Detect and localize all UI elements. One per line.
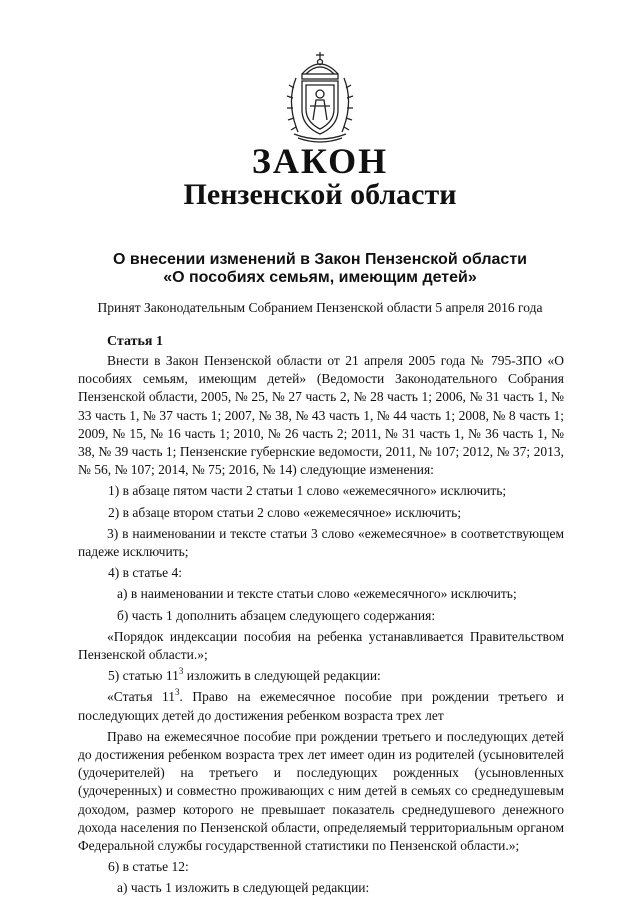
list-item-2: 2) в абзаце втором статьи 2 слово «ежемесячное» исключить; xyxy=(108,504,462,520)
new-article-heading xyxy=(78,688,564,724)
list-item-5-text-end: изложить в следующей редакции: xyxy=(183,668,381,684)
list-item-5-text: 5) статью 11 xyxy=(108,668,179,684)
adoption-note: Принят Законодательным Собранием Пензенской области 5 апреля 2016 года xyxy=(97,300,543,315)
list-item-5-superscript: 3 xyxy=(178,665,184,676)
new-article-body: Право на ежемесячное пособие при рождении третьего и последующих детей до достижения ребенком возраста трех лет имеет один из родителей (усыновителей (удочерителей) на третьего и последующих рожденных (усыновленных (удочеренных) и совместно проживающих с ним детей в семьях со среднедушевым доходом, размер которого не превышает показатель среднедушевого денежного дохода населения по Пензенской области, определяемый территориальным органом Федеральной службы государственной статистики по Пензенской области.»; xyxy=(78,728,564,854)
list-item-6a: а) часть 1 изложить в следующей редакции: xyxy=(117,880,370,896)
new-article-heading-text: «Статья 11 xyxy=(107,689,176,705)
coat-of-arms-emblem xyxy=(282,48,358,146)
list-item-1: 1) в абзаце пятом части 2 статьи 1 слово «ежемесячного» исключить; xyxy=(108,483,507,499)
article-intro-paragraph: Внести в Закон Пензенской области от 21 апреля 2005 года № 795-ЗПО «О пособиях семьям, имеющим детей» (Ведомости Законодательного Собрания Пензенской области, 2005, № 25, № 27 часть 2, № 28 часть 1; 2006, № 31 часть 1, № 33 часть 1, № 37 часть 1; 2007, № 38, № 43 часть 1, № 44 часть 1; 2008, № 8 часть 1; 2009, № 15, № 16 часть 1; 2010, № 26 часть 2; 2011, № 31 часть 1, № 36 часть 1, № 38, № 39 часть 1; Пензенские губернские ведомости, 2011, № 107; 2012, № 37; 2013, № 56, № 107; 2014, № 75; 2016, № 14) следующие изменения: xyxy=(78,353,564,478)
law-subject-line1: О внесении изменений в Закон Пензенской области xyxy=(112,251,527,268)
list-item-5 xyxy=(78,667,564,685)
list-item-3: 3) в наименовании и тексте статьи 3 слово «ежемесячное» в соответствующем падеже исключить; xyxy=(78,525,564,560)
article-body xyxy=(78,352,564,898)
law-region: Пензенской области xyxy=(183,178,457,211)
new-article-heading-text-end: . Право на ежемесячное пособие при рождении третьего и последующих детей до достижения ребенком возраста трех лет xyxy=(78,689,564,723)
article-heading: Статья 1 xyxy=(107,334,163,349)
list-item-4: 4) в статье 4: xyxy=(108,565,182,581)
list-item-6: 6) в статье 12: xyxy=(108,859,189,875)
new-article-superscript: 3 xyxy=(175,686,180,697)
list-item-4b: б) часть 1 дополнить абзацем следующего содержания: xyxy=(117,607,436,623)
quoted-paragraph: «Порядок индексации пособия на ребенка устанавливается Правительством Пензенской области.»; xyxy=(78,628,564,663)
law-title: ЗАКОН xyxy=(251,141,389,181)
list-item-4a: а) в наименовании и тексте статьи слово «ежемесячного» исключить; xyxy=(117,586,517,602)
law-subject-line2: «О пособиях семьям, имеющим детей» xyxy=(163,269,477,286)
